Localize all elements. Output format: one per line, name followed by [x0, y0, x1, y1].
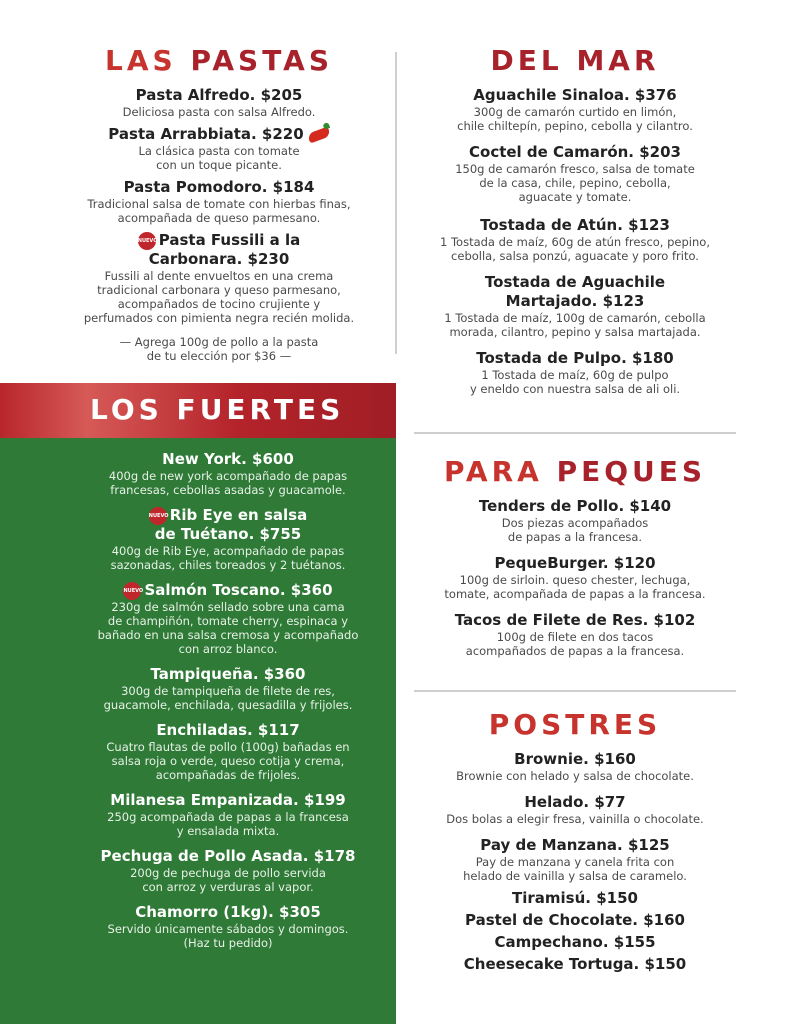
menu-item: [58, 178, 380, 225]
item-description: 1 Tostada de maíz, 60g de pulpo y eneldo con nuestra salsa de ali oli.: [469, 368, 681, 396]
nuevo-badge-icon: NUEVO: [149, 507, 167, 525]
item-name: Pasta Pomodoro. $184: [123, 178, 315, 196]
item-description: 100g de filete en dos tacos acompañados de papas a la francesa.: [465, 630, 685, 658]
item-name: Helado. $77: [524, 793, 626, 811]
menu-item: [68, 847, 388, 894]
item-description: Fussili al dente envueltos en una crema tradicional carbonara y queso parmesano, acompañados de tocino crujiente y perfumados con pimienta negra recién molida.: [83, 269, 355, 325]
section-header-fuertes: [0, 383, 396, 438]
item-name: Pastel de Chocolate. $160: [465, 911, 685, 929]
item-name: Tampiqueña. $360: [150, 665, 306, 683]
item-name-row: [68, 506, 388, 544]
menu-item: [414, 836, 736, 883]
menu-item: [58, 86, 380, 119]
item-name-row: [68, 581, 388, 600]
section-divider: [414, 690, 736, 692]
item-name: Campechano. $155: [494, 933, 656, 951]
column-divider: [395, 52, 397, 354]
item-name: Tenders de Pollo. $140: [478, 497, 672, 515]
item-description: Servido únicamente sábados y domingos. (Haz tu pedido): [107, 922, 349, 950]
menu-item: [414, 349, 736, 396]
menu-item: [68, 903, 388, 950]
item-description: 230g de salmón sellado sobre una cama de champiñón, tomate cherry, espinaca y bañado en una salsa cremosa y acompañado con arroz blanco.: [97, 600, 359, 656]
item-description: Brownie con helado y salsa de chocolate.: [456, 769, 694, 783]
section-peques: [414, 455, 736, 664]
item-name: Cheesecake Tortuga. $150: [463, 955, 687, 973]
menu-item: [414, 273, 736, 339]
menu-item: [68, 665, 388, 712]
item-description: Pay de manzana y canela frita con helado de vainilla y salsa de caramelo.: [463, 855, 687, 883]
item-description: 100g de sirloin. queso chester, lechuga, tomate, acompañada de papas a la francesa.: [444, 573, 706, 601]
item-name: Pasta Arrabbiata. $220: [108, 125, 304, 143]
item-description: Tradicional salsa de tomate con hierbas finas, acompañada de queso parmesano.: [87, 197, 351, 225]
item-description: 400g de Rib Eye, acompañado de papas sazonadas, chiles toreados y 2 tuétanos.: [110, 544, 346, 572]
section-postres: [414, 708, 736, 975]
item-name: Pasta Fussili a la Carbonara. $230: [148, 231, 301, 268]
item-name: New York. $600: [162, 450, 294, 468]
section-del-mar: [414, 44, 736, 402]
item-description: 1 Tostada de maíz, 60g de atún fresco, pepino, cebolla, salsa ponzú, aguacate y poro frito.: [440, 235, 710, 263]
item-name: Milanesa Empanizada. $199: [110, 791, 346, 809]
item-name: Brownie. $160: [514, 750, 636, 768]
item-name-row: [58, 231, 380, 269]
pasta-addon-note: — Agrega 100g de pollo a la pasta de tu elección por $36 —: [119, 335, 319, 363]
menu-item: [414, 554, 736, 601]
nuevo-badge-icon: NUEVO: [138, 232, 156, 250]
section-title-postres: POSTRES: [488, 708, 662, 741]
menu-item: [58, 231, 380, 325]
menu-item: [68, 581, 388, 656]
item-name: Tostada de Pulpo. $180: [476, 349, 674, 367]
section-divider: [414, 432, 736, 434]
item-name: Pasta Alfredo. $205: [135, 86, 303, 104]
section-fuertes: [68, 450, 388, 959]
menu-item: [58, 125, 380, 172]
item-description: Deliciosa pasta con salsa Alfredo.: [122, 105, 316, 119]
item-description: 400g de new york acompañado de papas francesas, cebollas asadas y guacamole.: [108, 469, 348, 497]
item-name-row: [58, 125, 380, 144]
item-name: Rib Eye en salsa de Tuétano. $755: [154, 506, 308, 543]
menu-item: [414, 750, 736, 783]
menu-item: [414, 793, 736, 826]
item-name: Coctel de Camarón. $203: [469, 143, 681, 161]
chili-pepper-icon: [307, 126, 331, 143]
menu-item: [414, 216, 736, 263]
item-description: 300g de camarón curtido en limón, chile chiltepín, pepino, cebolla y cilantro.: [457, 105, 693, 133]
item-name: PequeBurger. $120: [494, 554, 656, 572]
menu-item: [68, 721, 388, 782]
item-description: Dos piezas acompañados de papas a la francesa.: [501, 516, 649, 544]
item-description: Dos bolas a elegir fresa, vainilla o chocolate.: [446, 812, 704, 826]
menu-item: [414, 497, 736, 544]
item-name: Chamorro (1kg). $305: [135, 903, 321, 921]
item-description: 150g de camarón fresco, salsa de tomate de la casa, chile, pepino, cebolla, aguacate y tomate.: [455, 162, 695, 204]
item-description: Cuatro flautas de pollo (100g) bañadas en salsa roja o verde, queso cotija y crema, acompañadas de frijoles.: [106, 740, 350, 782]
item-description: 1 Tostada de maíz, 100g de camarón, cebolla morada, cilantro, pepino y salsa martajada.: [444, 311, 706, 339]
menu-item: [68, 791, 388, 838]
menu-item: [414, 611, 736, 658]
item-name: Tostada de Atún. $123: [480, 216, 670, 234]
item-name: Pay de Manzana. $125: [480, 836, 670, 854]
section-title-del-mar: DEL MAR: [490, 44, 660, 77]
section-title-fuertes: LOS FUERTES: [90, 393, 345, 426]
item-description: 250g acompañada de papas a la francesa y ensalada mixta.: [107, 810, 349, 838]
menu-item: [68, 506, 388, 572]
item-description: 200g de pechuga de pollo servida con arroz y verduras al vapor.: [130, 866, 326, 894]
item-description: 300g de tampiqueña de filete de res, guacamole, enchilada, quesadilla y frijoles.: [103, 684, 353, 712]
menu-item: [414, 143, 736, 204]
item-name: Salmón Toscano. $360: [144, 581, 333, 599]
item-name: Aguachile Sinaloa. $376: [473, 86, 677, 104]
item-name: Tacos de Filete de Res. $102: [454, 611, 696, 629]
menu-item: [68, 450, 388, 497]
section-pastas: [58, 44, 380, 363]
nuevo-badge-icon: NUEVO: [123, 582, 141, 600]
section-title-pastas: LAS PASTAS: [105, 44, 333, 77]
item-name: Pechuga de Pollo Asada. $178: [100, 847, 356, 865]
item-name: Enchiladas. $117: [156, 721, 300, 739]
menu-item: [414, 86, 736, 133]
section-title-peques: PARA PEQUES: [443, 455, 707, 488]
item-name: Tostada de Aguachile Martajado. $123: [484, 273, 666, 310]
item-name: Tiramisú. $150: [512, 889, 638, 907]
item-description: La clásica pasta con tomate con un toque picante.: [138, 144, 300, 172]
